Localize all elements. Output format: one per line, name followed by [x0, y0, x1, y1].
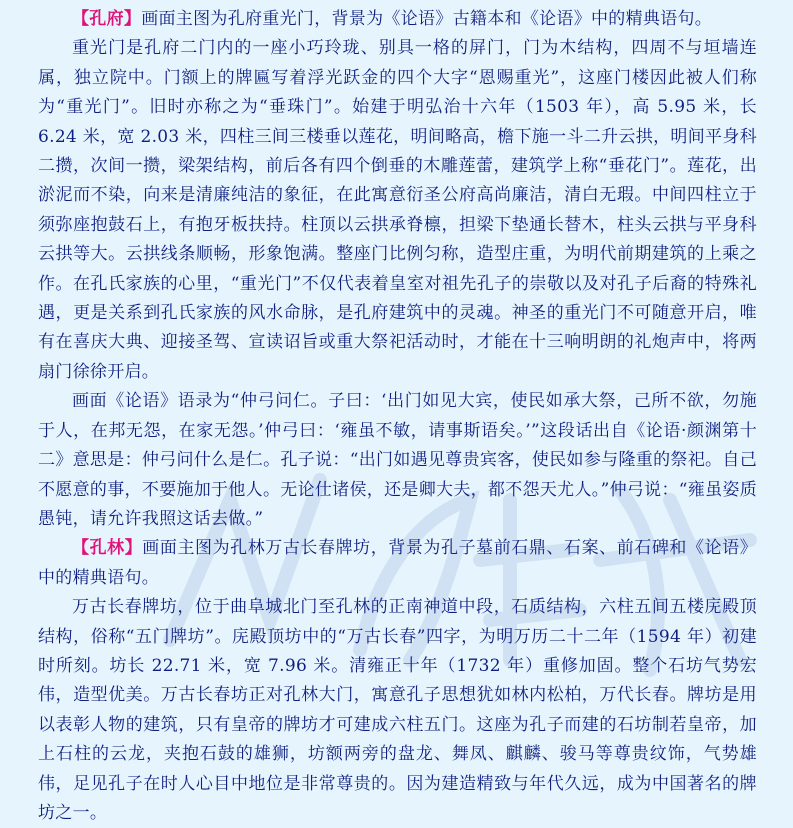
paragraph-analects-quote: [38, 387, 757, 534]
paragraph-text: 重光门是孔府二门内的一座小巧玲珑、别具一格的屏门，门为木结构，四周不与垣墙连属，独立院中。门额上的牌匾写着浮光跃金的四个大字“恩赐重光”，这座门楼因此被人们称为“重光门”。旧时亦称之为“垂珠门”。始建于明弘治十六年（1503 年），高 5.95 米，长 6.24 米，宽 2.03 米，四柱三间三楼垂以莲花，明间略高，檐下施一斗二升云拱，明间平身科二攒，次间一攒，梁架结构，前后各有四个倒垂的木雕莲蕾，建筑学上称“垂花门”。莲花，出淤泥而不染，向来是清廉纯洁的象征，在此寓意衍圣公府高尚廉洁，清白无瑕。中间四柱立于须弥座抱鼓石上，有抱牙板扶持。柱顶以云拱承脊檩，担梁下垫通长替木，柱头云拱与平身科云拱等大。云拱线条顺畅，形象饱满。整座门比例匀称，造型庄重，为明代前期建筑的上乘之作。在孔氏家族的心里，“重光门”不仅代表着皇室对祖先孔子的崇敬以及对孔子后裔的特殊礼遇，更是关系到孔氏家族的风水命脉，是孔府建筑中的灵魂。神圣的重光门不可随意开启，唯有在喜庆大典、迎接圣驾、宣读诏旨或重大祭祀活动时，才能在十三响明朗的礼炮声中，将两扇门徐徐开启。: [38, 38, 757, 382]
paragraph-wangu-archway: [38, 593, 757, 828]
paragraph-konglin-intro: [38, 534, 757, 593]
paragraph-text: 万古长春牌坊，位于曲阜城北门至孔林的正南神道中段，石质结构，六柱五间五楼庑殿顶结构，俗称“五门牌坊”。庑殿顶坊中的“万古长春”四字，为明万历二十二年（1594 年）初建时所刻。坊长 22.71 米，宽 7.96 米。清雍正十年（1732 年）重修加固。整个石坊气势宏伟，造型优美。万古长春坊正对孔林大门，寓意孔子思想犹如林内松柏，万代长春。牌坊是用以表彰人物的建筑，只有皇帝的牌坊才可建成六柱五门。这座为孔子而建的石坊制若皇帝，加上石柱的云龙，夹抱石鼓的雄狮，坊额两旁的盘龙、舞凤、麒麟、骏马等尊贵纹饰，气势雄伟，足见孔子在时人心目中地位是非常尊贵的。因为建造精致与年代久远，成为中国著名的牌坊之一。: [38, 597, 757, 823]
paragraph-text: 画面主图为孔府重光门，背景为《论语》古籍本和《论语》中的精典语句。: [141, 9, 713, 29]
paragraph-kongfu-intro: [38, 5, 757, 34]
section-tag-kongfu: 【孔府】: [72, 9, 142, 29]
paragraph-text: 画面主图为孔林万古长春牌坊，背景为孔子墓前石鼎、石案、前石碑和《论语》中的精典语句。: [38, 538, 758, 588]
paragraph-text: 画面《论语》语录为“仲弓问仁。子曰：‘出门如见大宾，使民如承大祭，己所不欲，勿施于人，在邦无怨，在家无怨。’仲弓曰：‘雍虽不敏，请事斯语矣。’”这段话出自《论语·颜渊第十二》意思是：仲弓问什么是仁。孔子说：“出门如遇见尊贵宾客，使民如参与隆重的祭祀。自己不愿意的事，不要施加于他人。无论仕诸侯，还是卿大夫，都不怨天尤人。”仲弓说：“雍虽姿质愚钝，请允许我照这话去做。”: [38, 391, 757, 529]
paragraph-chongguang-gate: [38, 34, 757, 387]
section-tag-konglin: 【孔林】: [72, 538, 143, 559]
